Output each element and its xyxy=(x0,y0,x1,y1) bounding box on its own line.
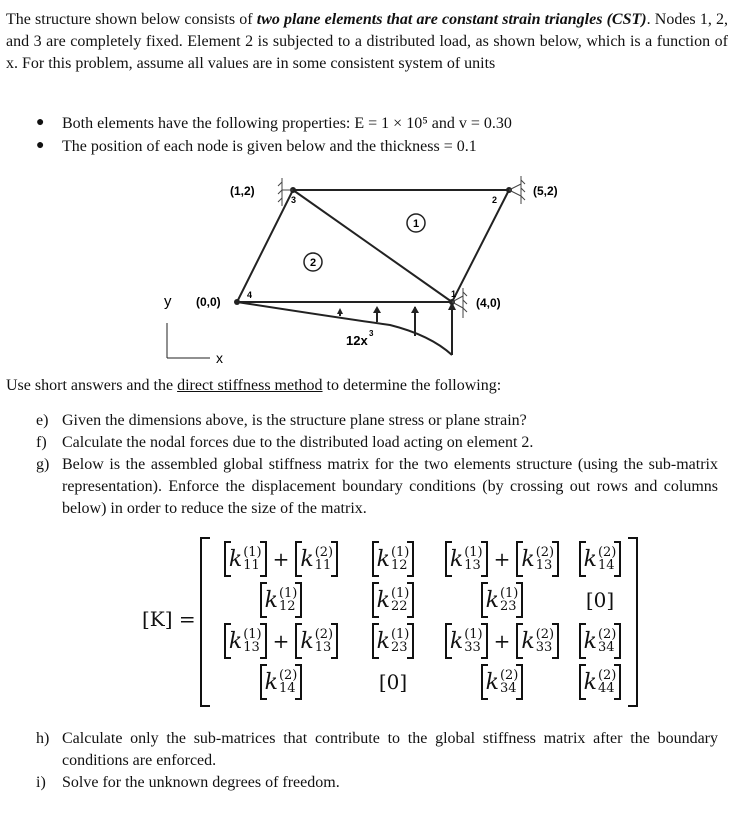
coord-label: (1,2) xyxy=(230,184,255,198)
matrix-cell xyxy=(572,539,628,579)
diagonal-edge xyxy=(293,190,452,302)
load-exponent: 3 xyxy=(369,329,374,338)
submatrix-term: k (2) 13 xyxy=(295,623,338,659)
global-stiffness-matrix xyxy=(142,535,662,707)
submatrix-term: k (1) 13 xyxy=(445,541,488,577)
question-label: e) xyxy=(36,412,49,429)
question-label: h) xyxy=(36,730,50,747)
matrix-cell xyxy=(354,621,432,661)
submatrix-term: k (2) 14 xyxy=(260,664,303,700)
load-label: 12x xyxy=(346,333,368,348)
matrix-lhs: [K] = xyxy=(142,607,196,631)
matrix-cell: k (1) 11 + k (2) 11 xyxy=(208,539,354,579)
submatrix-term: k (2) 33 xyxy=(516,623,559,659)
question-e: Given the dimensions above, is the structure plane stress or plane strain? xyxy=(62,412,527,429)
submatrix-term: k (2) 11 xyxy=(295,541,338,577)
x-axis-label: x xyxy=(216,350,223,366)
bullet-icon: ● xyxy=(36,138,45,153)
submatrix-term: k (2) 34 xyxy=(579,623,622,659)
question-g: Below is the assembled global stiffness matrix for the two elements structure (using the sub-matrix representation). Enforce the displacement boundary conditions (by crossing out rows and columns below) in order to reduce the size of the matrix. xyxy=(62,456,718,517)
matrix-cell xyxy=(432,662,572,702)
submatrix-term: k (1) 23 xyxy=(481,582,524,618)
instructions-text: Use short answers and the xyxy=(6,377,178,394)
submatrix-term: k (1) 33 xyxy=(445,623,488,659)
bullet-item: Both elements have the following properties: E = 1 × 10⁵ and v = 0.30 xyxy=(62,115,512,132)
direct-stiffness-method-text: direct stiffness method xyxy=(177,377,323,394)
element-label: 1 xyxy=(412,218,420,230)
node-number: 4 xyxy=(247,290,253,300)
coord-label: (5,2) xyxy=(533,184,558,198)
element-label: 2 xyxy=(309,257,317,269)
matrix-cell: k (1) 13 + k (2) 13 xyxy=(432,539,572,579)
matrix-cell: [0] xyxy=(378,670,408,694)
matrix-cell xyxy=(208,662,354,702)
matrix-cell xyxy=(208,580,354,620)
matrix-cell xyxy=(432,580,572,620)
submatrix-term: k (2) 34 xyxy=(481,664,524,700)
bullet-icon: ● xyxy=(36,115,45,130)
y-axis-label: y xyxy=(164,293,172,310)
intro-emphasis: two plane elements that are constant strain triangles (CST) xyxy=(256,11,647,28)
matrix-cell xyxy=(572,662,628,702)
matrix-right-bracket xyxy=(628,537,638,707)
submatrix-term: k (2) 13 xyxy=(516,541,559,577)
question-label: g) xyxy=(36,456,50,473)
matrix-cell xyxy=(354,580,432,620)
question-label: f) xyxy=(36,434,47,451)
instructions xyxy=(6,375,728,397)
submatrix-term: k (1) 12 xyxy=(260,582,303,618)
submatrix-term: k (1) 23 xyxy=(372,623,415,659)
coord-label: (4,0) xyxy=(476,296,501,310)
submatrix-term: k (1) 12 xyxy=(372,541,415,577)
node-number: 2 xyxy=(492,195,498,205)
node-number: 3 xyxy=(291,195,297,205)
question-label: i) xyxy=(36,774,46,791)
matrix-cell xyxy=(354,539,432,579)
coord-label: (0,0) xyxy=(196,295,221,309)
intro-text-rest: . Nodes 1, 2, and 3 are completely fixed. Element 2 is subjected to a distributed load, as shown below, which is a function of x. For this problem, assume all values are in some consistent system of units xyxy=(6,11,728,72)
submatrix-term: k (1) 11 xyxy=(224,541,267,577)
matrix-cell: [0] xyxy=(585,588,615,612)
submatrix-term: k (1) 13 xyxy=(224,623,267,659)
matrix-cell: k (1) 33 + k (2) 33 xyxy=(432,621,572,661)
submatrix-term: k (1) 22 xyxy=(372,582,415,618)
matrix-cell: k (1) 13 + k (2) 13 xyxy=(208,621,354,661)
question-f: Calculate the nodal forces due to the distributed load acting on element 2. xyxy=(62,434,534,451)
instructions-text-end: to determine the following: xyxy=(322,377,502,394)
question-i: Solve for the unknown degrees of freedom. xyxy=(62,774,340,791)
intro-text: The structure shown below consists of xyxy=(6,11,257,28)
matrix-cell xyxy=(572,621,628,661)
submatrix-term: k (2) 14 xyxy=(579,541,622,577)
node-number: 1 xyxy=(451,289,457,299)
submatrix-term: k (2) 44 xyxy=(579,664,622,700)
question-h: Calculate only the sub-matrices that contribute to the global stiffness matrix after the boundary conditions are enforced. xyxy=(62,730,718,769)
bullet-item: The position of each node is given below and the thickness = 0.1 xyxy=(62,138,477,155)
load-curve xyxy=(237,302,452,355)
